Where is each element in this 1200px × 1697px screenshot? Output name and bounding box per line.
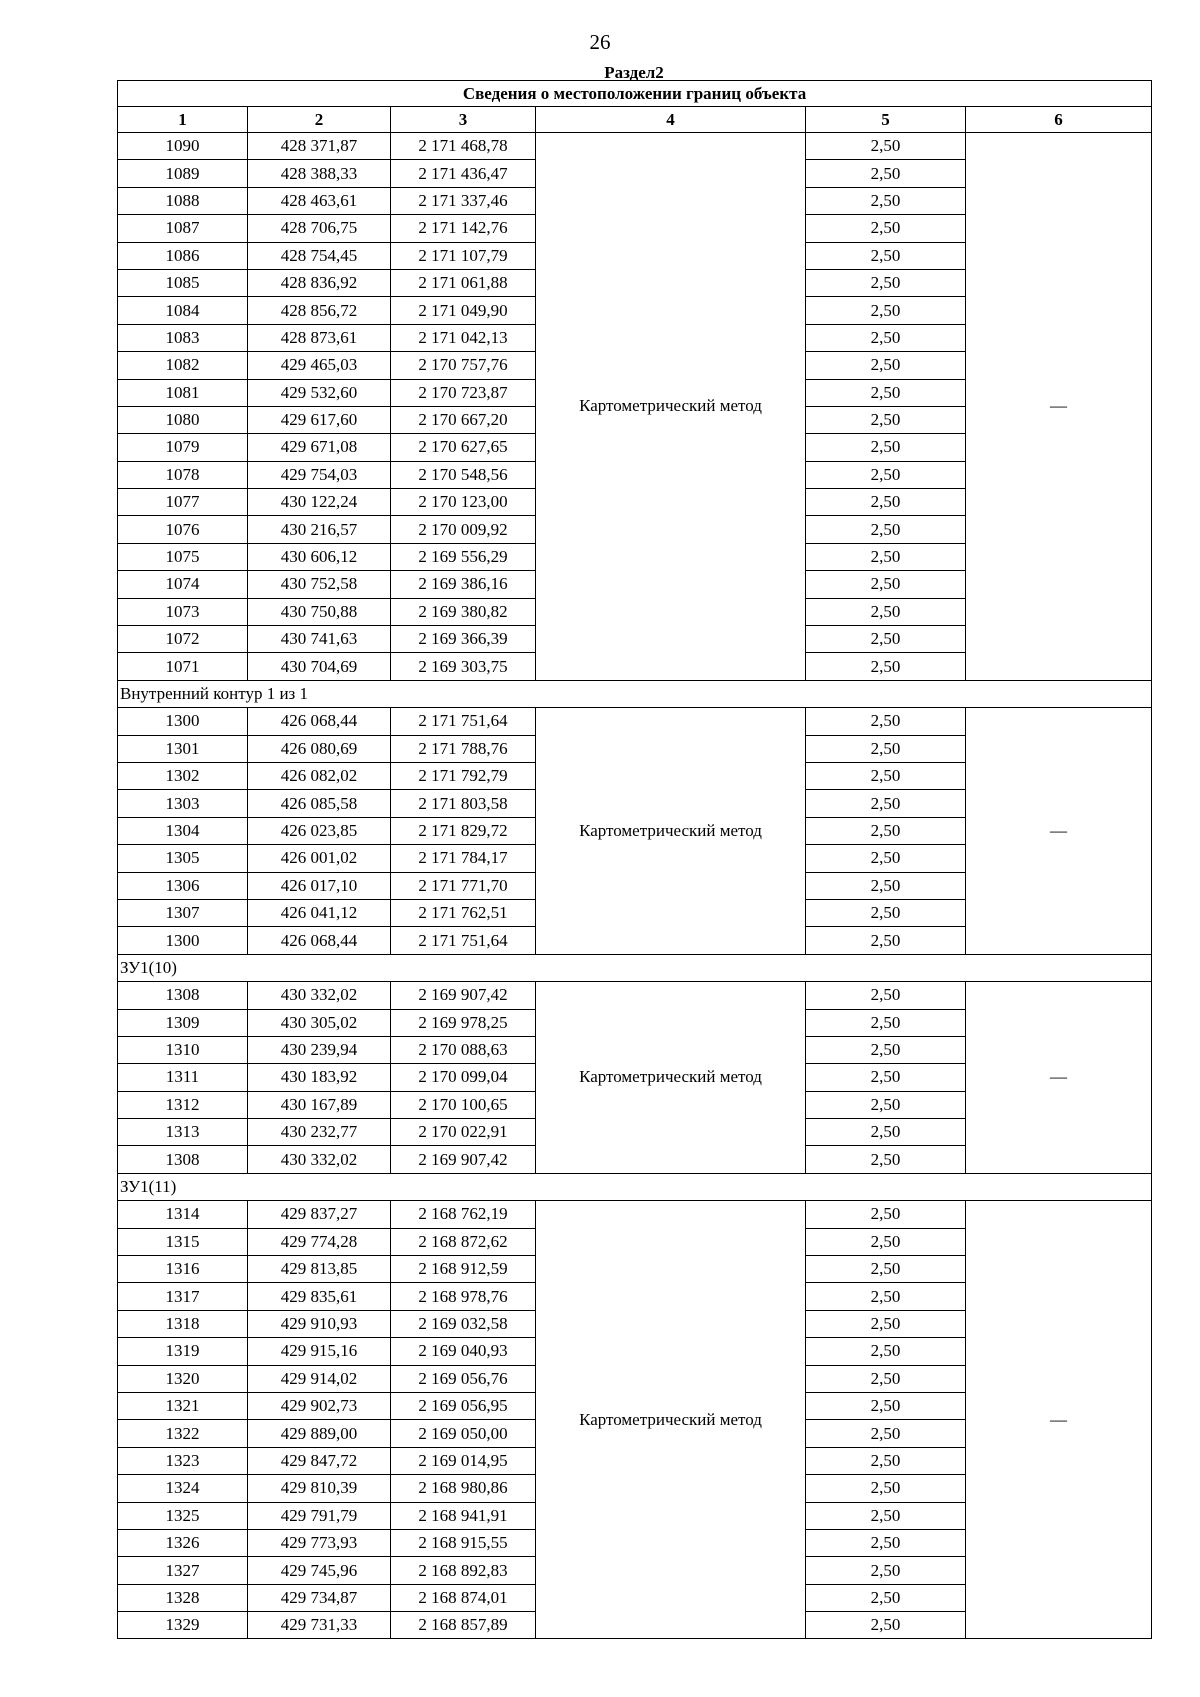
coordinate-x: 428 388,33 (248, 160, 391, 187)
accuracy-value: 2,50 (806, 708, 966, 735)
accuracy-value: 2,50 (806, 352, 966, 379)
coordinate-x: 430 183,92 (248, 1064, 391, 1091)
coordinate-x: 429 902,73 (248, 1392, 391, 1419)
note-cell: — (966, 1201, 1152, 1639)
point-number: 1082 (118, 352, 248, 379)
accuracy-value: 2,50 (806, 1064, 966, 1091)
coordinate-x: 430 750,88 (248, 598, 391, 625)
accuracy-value: 2,50 (806, 598, 966, 625)
coordinate-y: 2 168 857,89 (391, 1612, 536, 1639)
accuracy-value: 2,50 (806, 1529, 966, 1556)
coordinate-x: 428 371,87 (248, 133, 391, 160)
coordinate-y: 2 171 061,88 (391, 269, 536, 296)
point-number: 1086 (118, 242, 248, 269)
page-number: 26 (589, 30, 611, 54)
contour-label: ЗУ1(10) (118, 954, 1152, 981)
coordinate-x: 429 671,08 (248, 434, 391, 461)
coordinate-y: 2 169 014,95 (391, 1447, 536, 1474)
accuracy-value: 2,50 (806, 187, 966, 214)
method-cell: Картометрический метод (536, 708, 806, 955)
coordinate-y: 2 171 042,13 (391, 324, 536, 351)
accuracy-value: 2,50 (806, 653, 966, 680)
coordinate-x: 426 068,44 (248, 708, 391, 735)
boundary-coordinates-table (117, 80, 1152, 1639)
point-number: 1085 (118, 269, 248, 296)
coordinate-x: 426 085,58 (248, 790, 391, 817)
coordinate-x: 429 835,61 (248, 1283, 391, 1310)
coordinate-y: 2 170 627,65 (391, 434, 536, 461)
column-header: 4 (536, 107, 806, 133)
accuracy-value: 2,50 (806, 1310, 966, 1337)
accuracy-value: 2,50 (806, 626, 966, 653)
accuracy-value: 2,50 (806, 762, 966, 789)
contour-label: Внутренний контур 1 из 1 (118, 680, 1152, 707)
point-number: 1310 (118, 1036, 248, 1063)
point-number: 1302 (118, 762, 248, 789)
coordinate-y: 2 169 040,93 (391, 1338, 536, 1365)
accuracy-value: 2,50 (806, 406, 966, 433)
coordinate-x: 429 810,39 (248, 1475, 391, 1502)
coordinate-x: 430 752,58 (248, 571, 391, 598)
coordinate-y: 2 169 050,00 (391, 1420, 536, 1447)
accuracy-value: 2,50 (806, 817, 966, 844)
accuracy-value: 2,50 (806, 1502, 966, 1529)
coordinate-x: 428 856,72 (248, 297, 391, 324)
coordinate-y: 2 169 907,42 (391, 1146, 536, 1173)
coordinate-x: 430 305,02 (248, 1009, 391, 1036)
coordinate-y: 2 169 056,76 (391, 1365, 536, 1392)
table-row (118, 708, 1152, 735)
point-number: 1319 (118, 1338, 248, 1365)
accuracy-value: 2,50 (806, 845, 966, 872)
coordinate-y: 2 171 337,46 (391, 187, 536, 214)
accuracy-value: 2,50 (806, 324, 966, 351)
coordinate-x: 429 847,72 (248, 1447, 391, 1474)
contour-label-row (118, 1173, 1152, 1200)
coordinate-y: 2 170 099,04 (391, 1064, 536, 1091)
coordinate-y: 2 171 792,79 (391, 762, 536, 789)
accuracy-value: 2,50 (806, 1365, 966, 1392)
coordinate-x: 430 606,12 (248, 543, 391, 570)
table-caption: Сведения о местоположении границ объекта (118, 81, 1152, 107)
coordinate-y: 2 169 907,42 (391, 982, 536, 1009)
accuracy-value: 2,50 (806, 1392, 966, 1419)
coordinate-y: 2 171 771,70 (391, 872, 536, 899)
method-cell: Картометрический метод (536, 133, 806, 681)
coordinate-x: 429 813,85 (248, 1256, 391, 1283)
accuracy-value: 2,50 (806, 133, 966, 160)
coordinate-x: 426 017,10 (248, 872, 391, 899)
coordinate-y: 2 168 978,76 (391, 1283, 536, 1310)
coordinate-y: 2 171 436,47 (391, 160, 536, 187)
table-row (118, 982, 1152, 1009)
coordinate-y: 2 171 468,78 (391, 133, 536, 160)
coordinate-x: 430 741,63 (248, 626, 391, 653)
accuracy-value: 2,50 (806, 735, 966, 762)
accuracy-value: 2,50 (806, 790, 966, 817)
coordinate-x: 430 239,94 (248, 1036, 391, 1063)
coordinate-x: 429 915,16 (248, 1338, 391, 1365)
accuracy-value: 2,50 (806, 215, 966, 242)
accuracy-value: 2,50 (806, 160, 966, 187)
coordinate-x: 430 216,57 (248, 516, 391, 543)
coordinate-y: 2 168 980,86 (391, 1475, 536, 1502)
accuracy-value: 2,50 (806, 1557, 966, 1584)
contour-label: ЗУ1(11) (118, 1173, 1152, 1200)
accuracy-value: 2,50 (806, 1036, 966, 1063)
point-number: 1306 (118, 872, 248, 899)
point-number: 1301 (118, 735, 248, 762)
coordinate-y: 2 170 100,65 (391, 1091, 536, 1118)
coordinate-x: 429 532,60 (248, 379, 391, 406)
point-number: 1311 (118, 1064, 248, 1091)
coordinate-x: 429 731,33 (248, 1612, 391, 1639)
coordinate-y: 2 171 762,51 (391, 899, 536, 926)
point-number: 1325 (118, 1502, 248, 1529)
coordinate-y: 2 169 978,25 (391, 1009, 536, 1036)
table-caption-row (118, 81, 1152, 107)
accuracy-value: 2,50 (806, 297, 966, 324)
coordinate-x: 429 745,96 (248, 1557, 391, 1584)
point-number: 1078 (118, 461, 248, 488)
point-number: 1315 (118, 1228, 248, 1255)
accuracy-value: 2,50 (806, 1338, 966, 1365)
column-header: 2 (248, 107, 391, 133)
point-number: 1309 (118, 1009, 248, 1036)
accuracy-value: 2,50 (806, 434, 966, 461)
coordinate-y: 2 171 142,76 (391, 215, 536, 242)
accuracy-value: 2,50 (806, 1584, 966, 1611)
accuracy-value: 2,50 (806, 1283, 966, 1310)
coordinate-y: 2 168 762,19 (391, 1201, 536, 1228)
note-cell: — (966, 133, 1152, 681)
point-number: 1081 (118, 379, 248, 406)
accuracy-value: 2,50 (806, 1256, 966, 1283)
method-cell: Картометрический метод (536, 982, 806, 1174)
coordinate-y: 2 170 022,91 (391, 1119, 536, 1146)
coordinate-y: 2 170 548,56 (391, 461, 536, 488)
point-number: 1076 (118, 516, 248, 543)
coordinate-y: 2 171 788,76 (391, 735, 536, 762)
contour-label-row (118, 680, 1152, 707)
point-number: 1308 (118, 1146, 248, 1173)
accuracy-value: 2,50 (806, 1146, 966, 1173)
point-number: 1083 (118, 324, 248, 351)
accuracy-value: 2,50 (806, 379, 966, 406)
coordinate-x: 430 232,77 (248, 1119, 391, 1146)
accuracy-value: 2,50 (806, 489, 966, 516)
coordinate-x: 429 774,28 (248, 1228, 391, 1255)
note-cell: — (966, 708, 1152, 955)
point-number: 1307 (118, 899, 248, 926)
coordinate-y: 2 168 915,55 (391, 1529, 536, 1556)
accuracy-value: 2,50 (806, 1447, 966, 1474)
coordinate-x: 429 889,00 (248, 1420, 391, 1447)
point-number: 1072 (118, 626, 248, 653)
point-number: 1088 (118, 187, 248, 214)
coordinate-x: 429 910,93 (248, 1310, 391, 1337)
accuracy-value: 2,50 (806, 516, 966, 543)
coordinate-y: 2 171 049,90 (391, 297, 536, 324)
column-header-row (118, 107, 1152, 133)
coordinate-y: 2 171 803,58 (391, 790, 536, 817)
accuracy-value: 2,50 (806, 1119, 966, 1146)
column-header: 3 (391, 107, 536, 133)
coordinate-x: 429 465,03 (248, 352, 391, 379)
coordinate-y: 2 170 088,63 (391, 1036, 536, 1063)
point-number: 1305 (118, 845, 248, 872)
accuracy-value: 2,50 (806, 899, 966, 926)
coordinate-y: 2 170 723,87 (391, 379, 536, 406)
note-cell: — (966, 982, 1152, 1174)
coordinate-x: 429 754,03 (248, 461, 391, 488)
coordinate-x: 426 082,02 (248, 762, 391, 789)
point-number: 1079 (118, 434, 248, 461)
point-number: 1328 (118, 1584, 248, 1611)
coordinate-y: 2 168 872,62 (391, 1228, 536, 1255)
point-number: 1324 (118, 1475, 248, 1502)
point-number: 1316 (118, 1256, 248, 1283)
point-number: 1084 (118, 297, 248, 324)
accuracy-value: 2,50 (806, 543, 966, 570)
method-cell: Картометрический метод (536, 1201, 806, 1639)
coordinate-x: 426 001,02 (248, 845, 391, 872)
coordinate-y: 2 168 892,83 (391, 1557, 536, 1584)
coordinate-x: 429 773,93 (248, 1529, 391, 1556)
point-number: 1077 (118, 489, 248, 516)
coordinate-y: 2 170 667,20 (391, 406, 536, 433)
accuracy-value: 2,50 (806, 872, 966, 899)
coordinate-y: 2 171 751,64 (391, 708, 536, 735)
accuracy-value: 2,50 (806, 1228, 966, 1255)
point-number: 1303 (118, 790, 248, 817)
point-number: 1073 (118, 598, 248, 625)
coordinate-y: 2 171 829,72 (391, 817, 536, 844)
coordinate-y: 2 169 380,82 (391, 598, 536, 625)
point-number: 1300 (118, 927, 248, 954)
coordinate-x: 430 167,89 (248, 1091, 391, 1118)
point-number: 1075 (118, 543, 248, 570)
coordinate-y: 2 171 107,79 (391, 242, 536, 269)
point-number: 1321 (118, 1392, 248, 1419)
accuracy-value: 2,50 (806, 1009, 966, 1036)
coordinate-x: 426 041,12 (248, 899, 391, 926)
point-number: 1322 (118, 1420, 248, 1447)
coordinate-y: 2 168 941,91 (391, 1502, 536, 1529)
point-number: 1323 (118, 1447, 248, 1474)
coordinate-x: 429 914,02 (248, 1365, 391, 1392)
coordinate-x: 429 617,60 (248, 406, 391, 433)
coordinate-y: 2 171 784,17 (391, 845, 536, 872)
point-number: 1071 (118, 653, 248, 680)
coordinate-y: 2 169 303,75 (391, 653, 536, 680)
point-number: 1329 (118, 1612, 248, 1639)
point-number: 1327 (118, 1557, 248, 1584)
accuracy-value: 2,50 (806, 269, 966, 296)
coordinate-x: 426 023,85 (248, 817, 391, 844)
coordinate-x: 428 754,45 (248, 242, 391, 269)
contour-label-row (118, 954, 1152, 981)
coordinate-x: 428 836,92 (248, 269, 391, 296)
coordinate-x: 428 706,75 (248, 215, 391, 242)
point-number: 1308 (118, 982, 248, 1009)
coordinate-x: 430 332,02 (248, 1146, 391, 1173)
coordinate-y: 2 169 386,16 (391, 571, 536, 598)
coordinate-x: 429 791,79 (248, 1502, 391, 1529)
accuracy-value: 2,50 (806, 1612, 966, 1639)
table-row (118, 1201, 1152, 1228)
coordinate-y: 2 168 874,01 (391, 1584, 536, 1611)
point-number: 1300 (118, 708, 248, 735)
point-number: 1304 (118, 817, 248, 844)
coordinate-y: 2 169 032,58 (391, 1310, 536, 1337)
coordinate-y: 2 170 757,76 (391, 352, 536, 379)
point-number: 1318 (118, 1310, 248, 1337)
point-number: 1074 (118, 571, 248, 598)
coordinate-x: 426 068,44 (248, 927, 391, 954)
coordinate-y: 2 168 912,59 (391, 1256, 536, 1283)
coordinate-y: 2 169 366,39 (391, 626, 536, 653)
point-number: 1314 (118, 1201, 248, 1228)
table-row (118, 133, 1152, 160)
accuracy-value: 2,50 (806, 1475, 966, 1502)
accuracy-value: 2,50 (806, 1091, 966, 1118)
coordinate-x: 428 873,61 (248, 324, 391, 351)
coordinate-x: 428 463,61 (248, 187, 391, 214)
point-number: 1090 (118, 133, 248, 160)
point-number: 1312 (118, 1091, 248, 1118)
coordinate-y: 2 170 009,92 (391, 516, 536, 543)
column-header: 5 (806, 107, 966, 133)
point-number: 1087 (118, 215, 248, 242)
column-header: 1 (118, 107, 248, 133)
coordinate-x: 430 704,69 (248, 653, 391, 680)
point-number: 1317 (118, 1283, 248, 1310)
point-number: 1080 (118, 406, 248, 433)
accuracy-value: 2,50 (806, 1420, 966, 1447)
accuracy-value: 2,50 (806, 571, 966, 598)
point-number: 1326 (118, 1529, 248, 1556)
accuracy-value: 2,50 (806, 927, 966, 954)
coordinate-x: 430 332,02 (248, 982, 391, 1009)
accuracy-value: 2,50 (806, 242, 966, 269)
accuracy-value: 2,50 (806, 461, 966, 488)
accuracy-value: 2,50 (806, 1201, 966, 1228)
point-number: 1320 (118, 1365, 248, 1392)
coordinate-y: 2 169 056,95 (391, 1392, 536, 1419)
coordinate-y: 2 170 123,00 (391, 489, 536, 516)
coordinate-x: 429 734,87 (248, 1584, 391, 1611)
coordinate-y: 2 169 556,29 (391, 543, 536, 570)
coordinate-y: 2 171 751,64 (391, 927, 536, 954)
column-header: 6 (966, 107, 1152, 133)
point-number: 1313 (118, 1119, 248, 1146)
coordinate-x: 426 080,69 (248, 735, 391, 762)
point-number: 1089 (118, 160, 248, 187)
coordinate-x: 429 837,27 (248, 1201, 391, 1228)
coordinate-x: 430 122,24 (248, 489, 391, 516)
section-title: Раздел2 (604, 63, 664, 82)
accuracy-value: 2,50 (806, 982, 966, 1009)
